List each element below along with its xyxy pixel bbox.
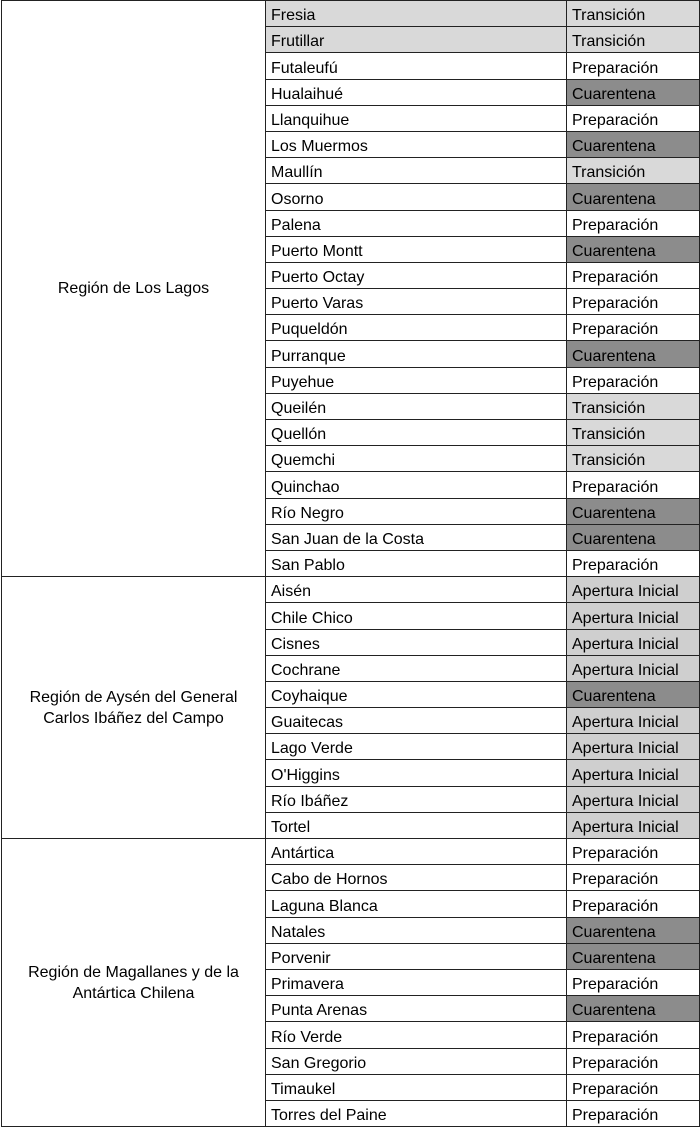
phase-cell: Preparación — [567, 315, 700, 341]
comuna-cell: Purranque — [266, 341, 567, 367]
comuna-cell: Quellón — [266, 420, 567, 446]
comuna-cell: Queilén — [266, 393, 567, 419]
phase-cell: Apertura Inicial — [567, 734, 700, 760]
comuna-cell: Río Verde — [266, 1022, 567, 1048]
comuna-cell: Guaitecas — [266, 708, 567, 734]
phase-cell: Preparación — [567, 550, 700, 576]
phase-cell: Preparación — [567, 262, 700, 288]
phase-cell: Cuarentena — [567, 79, 700, 105]
phase-cell: Preparación — [567, 1022, 700, 1048]
phase-cell: Transición — [567, 1, 700, 27]
phase-cell: Transición — [567, 158, 700, 184]
comuna-cell: Cisnes — [266, 629, 567, 655]
comuna-cell: Coyhaique — [266, 681, 567, 707]
comuna-cell: Osorno — [266, 184, 567, 210]
comuna-cell: Puerto Octay — [266, 262, 567, 288]
comuna-cell: Puqueldón — [266, 315, 567, 341]
phase-cell: Cuarentena — [567, 996, 700, 1022]
phase-cell: Preparación — [567, 210, 700, 236]
phase-cell: Cuarentena — [567, 498, 700, 524]
table-body — [2, 1, 700, 1127]
phase-cell: Transición — [567, 420, 700, 446]
comuna-cell: Palena — [266, 210, 567, 236]
phase-cell: Cuarentena — [567, 131, 700, 157]
comuna-cell: Quemchi — [266, 446, 567, 472]
phase-cell: Cuarentena — [567, 184, 700, 210]
comuna-cell: Cabo de Hornos — [266, 865, 567, 891]
comuna-cell: Fresia — [266, 1, 567, 27]
phase-cell: Apertura Inicial — [567, 786, 700, 812]
phase-cell: Preparación — [567, 289, 700, 315]
comuna-cell: Antártica — [266, 839, 567, 865]
region-name-cell: Región de Magallanes y de la Antártica Chilena — [2, 839, 266, 1127]
comuna-cell: Torres del Paine — [266, 1100, 567, 1126]
comuna-cell: Hualaihué — [266, 79, 567, 105]
phase-cell: Apertura Inicial — [567, 708, 700, 734]
comuna-cell: Punta Arenas — [266, 996, 567, 1022]
phase-cell: Preparación — [567, 1048, 700, 1074]
comuna-cell: Laguna Blanca — [266, 891, 567, 917]
comuna-cell: Maullín — [266, 158, 567, 184]
comuna-cell: Lago Verde — [266, 734, 567, 760]
comuna-cell: Aisén — [266, 577, 567, 603]
comuna-cell: Puerto Montt — [266, 236, 567, 262]
phase-cell: Preparación — [567, 1074, 700, 1100]
phase-cell: Preparación — [567, 1100, 700, 1126]
comuna-cell: Cochrane — [266, 655, 567, 681]
comuna-cell: Porvenir — [266, 943, 567, 969]
phase-cell: Apertura Inicial — [567, 812, 700, 838]
phase-cell: Apertura Inicial — [567, 760, 700, 786]
comuna-cell: Río Ibáñez — [266, 786, 567, 812]
comuna-cell: Timaukel — [266, 1074, 567, 1100]
region-name-cell: Región de Los Lagos — [2, 1, 266, 577]
comuna-cell: San Juan de la Costa — [266, 524, 567, 550]
comuna-cell: Frutillar — [266, 27, 567, 53]
phase-cell: Transición — [567, 446, 700, 472]
table-row — [2, 1, 700, 27]
comuna-cell: O'Higgins — [266, 760, 567, 786]
comuna-cell: Futaleufú — [266, 53, 567, 79]
phase-cell: Preparación — [567, 105, 700, 131]
phase-cell: Preparación — [567, 865, 700, 891]
region-name-cell: Región de Aysén del General Carlos Ibáñez del Campo — [2, 577, 266, 839]
phase-cell: Cuarentena — [567, 341, 700, 367]
table-row — [2, 577, 700, 603]
comuna-cell: Río Negro — [266, 498, 567, 524]
phase-cell: Preparación — [567, 53, 700, 79]
phase-cell: Apertura Inicial — [567, 655, 700, 681]
phase-cell: Apertura Inicial — [567, 629, 700, 655]
phase-cell: Cuarentena — [567, 917, 700, 943]
comuna-cell: Puerto Varas — [266, 289, 567, 315]
comuna-cell: Llanquihue — [266, 105, 567, 131]
comuna-cell: Chile Chico — [266, 603, 567, 629]
phase-cell: Preparación — [567, 969, 700, 995]
phase-cell: Apertura Inicial — [567, 603, 700, 629]
phase-cell: Preparación — [567, 891, 700, 917]
phase-cell: Cuarentena — [567, 681, 700, 707]
comuna-cell: San Gregorio — [266, 1048, 567, 1074]
comuna-cell: Natales — [266, 917, 567, 943]
comunas-phase-table — [1, 0, 700, 1127]
phase-cell: Preparación — [567, 839, 700, 865]
phase-cell: Cuarentena — [567, 236, 700, 262]
phase-cell: Cuarentena — [567, 524, 700, 550]
phase-cell: Transición — [567, 393, 700, 419]
comuna-cell: Tortel — [266, 812, 567, 838]
phase-cell: Transición — [567, 27, 700, 53]
comuna-cell: Puyehue — [266, 367, 567, 393]
table-row — [2, 839, 700, 865]
phase-cell: Preparación — [567, 367, 700, 393]
phase-cell: Cuarentena — [567, 943, 700, 969]
comuna-cell: Los Muermos — [266, 131, 567, 157]
phase-cell: Apertura Inicial — [567, 577, 700, 603]
comuna-cell: Quinchao — [266, 472, 567, 498]
phase-cell: Preparación — [567, 472, 700, 498]
comuna-cell: San Pablo — [266, 550, 567, 576]
comuna-cell: Primavera — [266, 969, 567, 995]
